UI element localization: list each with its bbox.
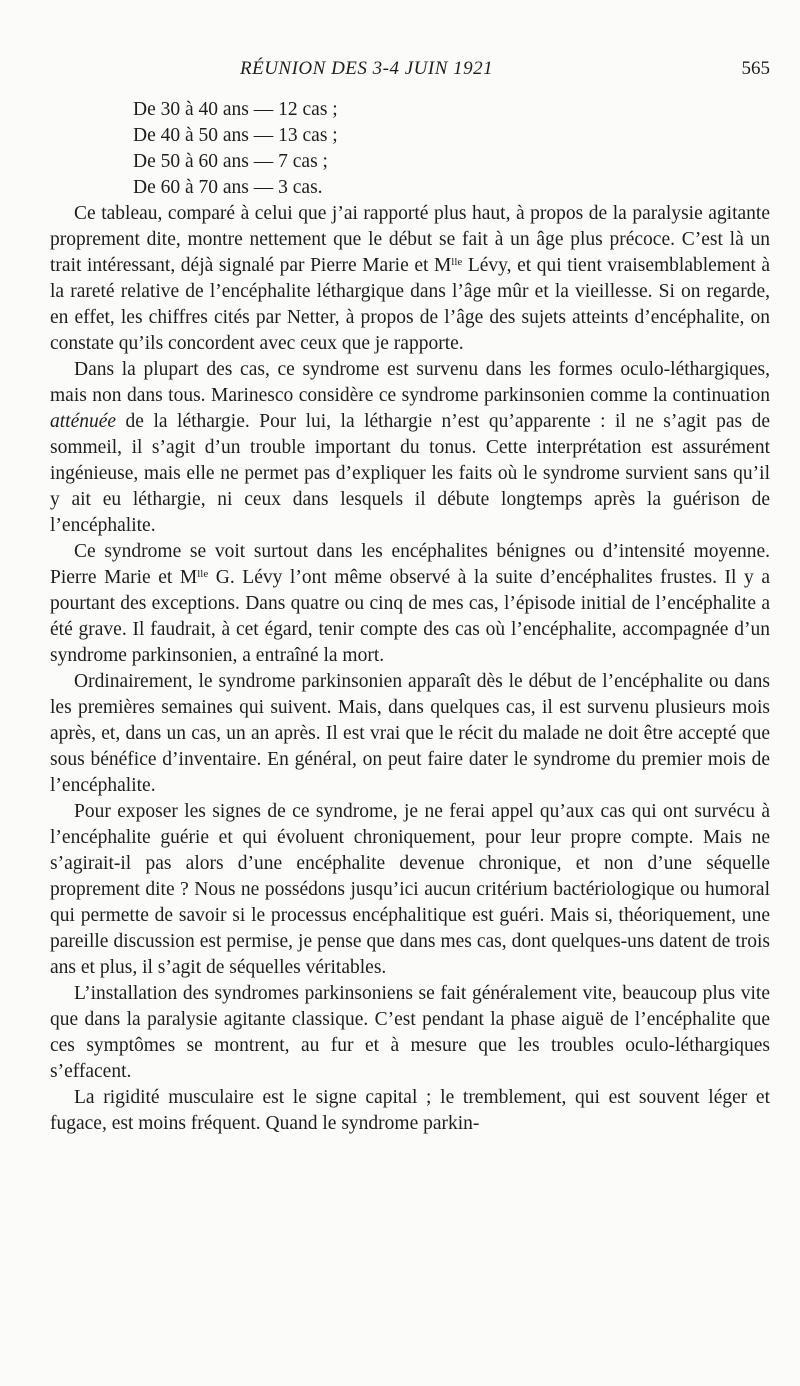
table-row: De 40 à 50 ans — 13 cas ;: [133, 125, 338, 146]
paragraph: [50, 799, 770, 981]
paragraph-text: La rigidité musculaire est le signe capital ; le tremblement, qui est souvent léger et fugace, est moins fréquent. Quand le syndrome parkin-: [50, 1087, 770, 1134]
paragraph: [50, 669, 770, 799]
paragraph-text: Ordinairement, le syndrome parkinsonien apparaît dès le début de l’encéphalite ou dans les premières semaines qui suivent. Mais, dans quelques cas, il est survenu plusieurs mois après, et, dans un cas, un an après. Il est vrai que le récit du malade ne doit être accepté que sous bénéfice d’inventaire. En général, on peut faire dater le syndrome du premier mois de l’encéphalite.: [50, 671, 770, 796]
superscript: lle: [197, 568, 209, 580]
paragraph-text: Ce tableau, comparé à celui que j’ai rapporté plus haut, à propos de la paralysie agitante proprement dite, montre nettement que le début se fait à un âge plus précoce. C’est là un trait intéressant, déjà signalé par Pierre Marie et M: [50, 203, 770, 276]
age-distribution-table: [133, 97, 338, 201]
paragraph-text: Lévy, et qui tient vraisemblablement à la rareté relative de l’encéphalite léthargique dans l’âge mûr et la vieillesse. Si on regarde, en effet, les chiffres cités par Netter, à propos de l’âge des sujets atteints d’encéphalite, on constate qu’ils concordent avec ceux que je rapporte.: [50, 255, 771, 354]
paragraph: [50, 1085, 770, 1137]
paragraph-text: Ce syndrome se voit surtout dans les encéphalites bénignes ou d’intensité moyenne. Pierre Marie et M: [50, 541, 770, 588]
body-text: [50, 201, 770, 1137]
paragraph-text: Dans la plupart des cas, ce syndrome est survenu dans les formes oculo-léthargiques, mais non dans tous. Marinesco considère ce syndrome parkinsonien comme la continuation: [50, 359, 770, 406]
paragraph-text: Pour exposer les signes de ce syndrome, je ne ferai appel qu’aux cas qui ont survécu à l’encéphalite guérie et qui évoluent chroniquement, pour leur propre compte. Mais ne s’agirait-il pas alors d’une encéphalite devenue chronique, et non d’une séquelle proprement dite ? Nous ne possédons jusqu’ici aucun critérium bactériologique ou humoral qui permette de savoir si le processus encéphalitique est guéri. Mais si, théoriquement, une pareille discussion est permise, je pense que dans mes cas, dont quelques-uns datent de trois ans et plus, il s’agit de séquelles véritables.: [50, 801, 770, 978]
table-row: De 30 à 40 ans — 12 cas ;: [133, 99, 338, 120]
paragraph: [50, 539, 770, 669]
paragraph: [50, 981, 770, 1085]
page-header: [0, 58, 800, 82]
paragraph-text: G. Lévy l’ont même observé à la suite d’encéphalites frustes. Il y a pourtant des exceptions. Dans quatre ou cinq de mes cas, l’épisode initial de l’encéphalite a été grave. Il faudrait, à cet égard, tenir compte des cas où l’encéphalite, accompagnée d’un syndrome parkinsonien, a entraîné la mort.: [50, 567, 770, 666]
paragraph-text: L’installation des syndromes parkinsoniens se fait généralement vite, beaucoup plus vite que dans la paralysie agitante classique. C’est pendant la phase aiguë de l’encéphalite que ces symptômes se montrent, au fur et à mesure que les troubles oculo-léthargiques s’effacent.: [50, 983, 770, 1082]
table-row: De 50 à 60 ans — 7 cas ;: [133, 151, 328, 172]
paragraph: [50, 357, 770, 539]
paragraph: [50, 201, 770, 357]
emphasis: atténuée: [50, 411, 117, 432]
table-row: De 60 à 70 ans — 3 cas.: [133, 177, 323, 198]
superscript: lle: [451, 256, 463, 268]
paragraph-text: de la léthargie. Pour lui, la léthargie n’est qu’apparente : il ne s’agit pas de sommeil, il s’agit d’un trouble important du tonus. Cette interprétation est assurément ingénieuse, mais elle ne permet pas d’expliquer les faits où le syndrome survient sans qu’il y ait eu léthargie, ni ceux dans lesquels il débute longtemps après la guérison de l’encéphalite.: [50, 411, 770, 536]
running-title: RÉUNION DES 3-4 JUIN 1921: [240, 58, 494, 79]
page-number: 565: [741, 58, 770, 79]
